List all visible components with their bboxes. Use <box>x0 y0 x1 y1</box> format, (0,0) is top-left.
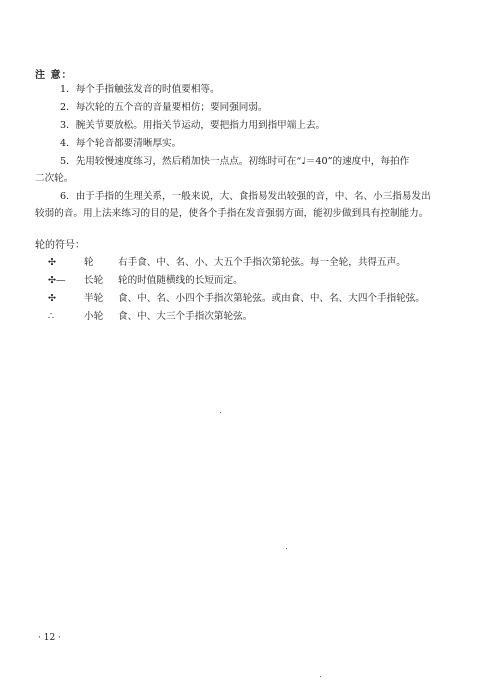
symbol-description: 右手食、中、名、小、大五个手指次第轮弦。每一全轮，共得五声。 <box>118 257 406 268</box>
lun-symbol-icon: ✣ <box>48 257 57 268</box>
scan-speck <box>286 548 287 549</box>
symbol-description: 食、中、大三个手指次第轮弦。 <box>118 311 253 322</box>
symbol-name: 轮 <box>84 257 94 268</box>
note-5: 5．先用较慢速度练习，然后稍加快一点点。初练时可在“♩＝40”的速度中，每拍作 <box>60 156 410 167</box>
note-2: 2．每次轮的五个音的音量要相仿；要同强同弱。 <box>60 102 268 113</box>
page-number: · 12 · <box>38 633 61 643</box>
scan-speck <box>320 676 321 677</box>
notes-heading: 注 意： <box>35 70 73 81</box>
symbol-name: 半轮 <box>84 293 104 304</box>
symbol-row-ban-lun <box>48 292 425 305</box>
symbol-row-xiao-lun <box>48 310 252 323</box>
note-3: 3．腕关节要放松。用指关节运动，要把指力用到指甲端上去。 <box>60 120 326 131</box>
xiao-lun-symbol-icon: ∴ <box>48 311 55 322</box>
note-5-continuation: 二次轮。 <box>35 173 74 184</box>
symbol-row-chang-lun <box>48 274 243 287</box>
note-6-continuation: 较弱的音。用上法来练习的目的是，使各个手指在发音强弱方面，能初步做到具有控制能力。 <box>35 208 429 219</box>
symbols-heading: 轮的符号： <box>35 240 85 251</box>
symbol-name: 小轮 <box>84 311 104 322</box>
note-1: 1．每个手指触弦发音的时值要相等。 <box>60 84 220 95</box>
note-4: 4．每个轮音都要清晰厚实。 <box>60 138 182 149</box>
ban-lun-symbol-icon: ✣ <box>48 293 57 304</box>
symbol-row-lun <box>48 256 406 269</box>
chang-lun-symbol-icon: ✣— <box>48 275 66 286</box>
symbol-description: 食、中、名、小四个手指次第轮弦。或由食、中、名、大四个手指轮弦。 <box>118 293 425 304</box>
scan-speck <box>220 412 221 413</box>
note-6: 6．由于手指的生理关系，一般来说，大、食指易发出较强的音，中、名、小三指易发出 <box>60 191 431 202</box>
symbol-description: 轮的时值随横线的长短而定。 <box>118 275 243 286</box>
symbol-name: 长轮 <box>84 275 104 286</box>
